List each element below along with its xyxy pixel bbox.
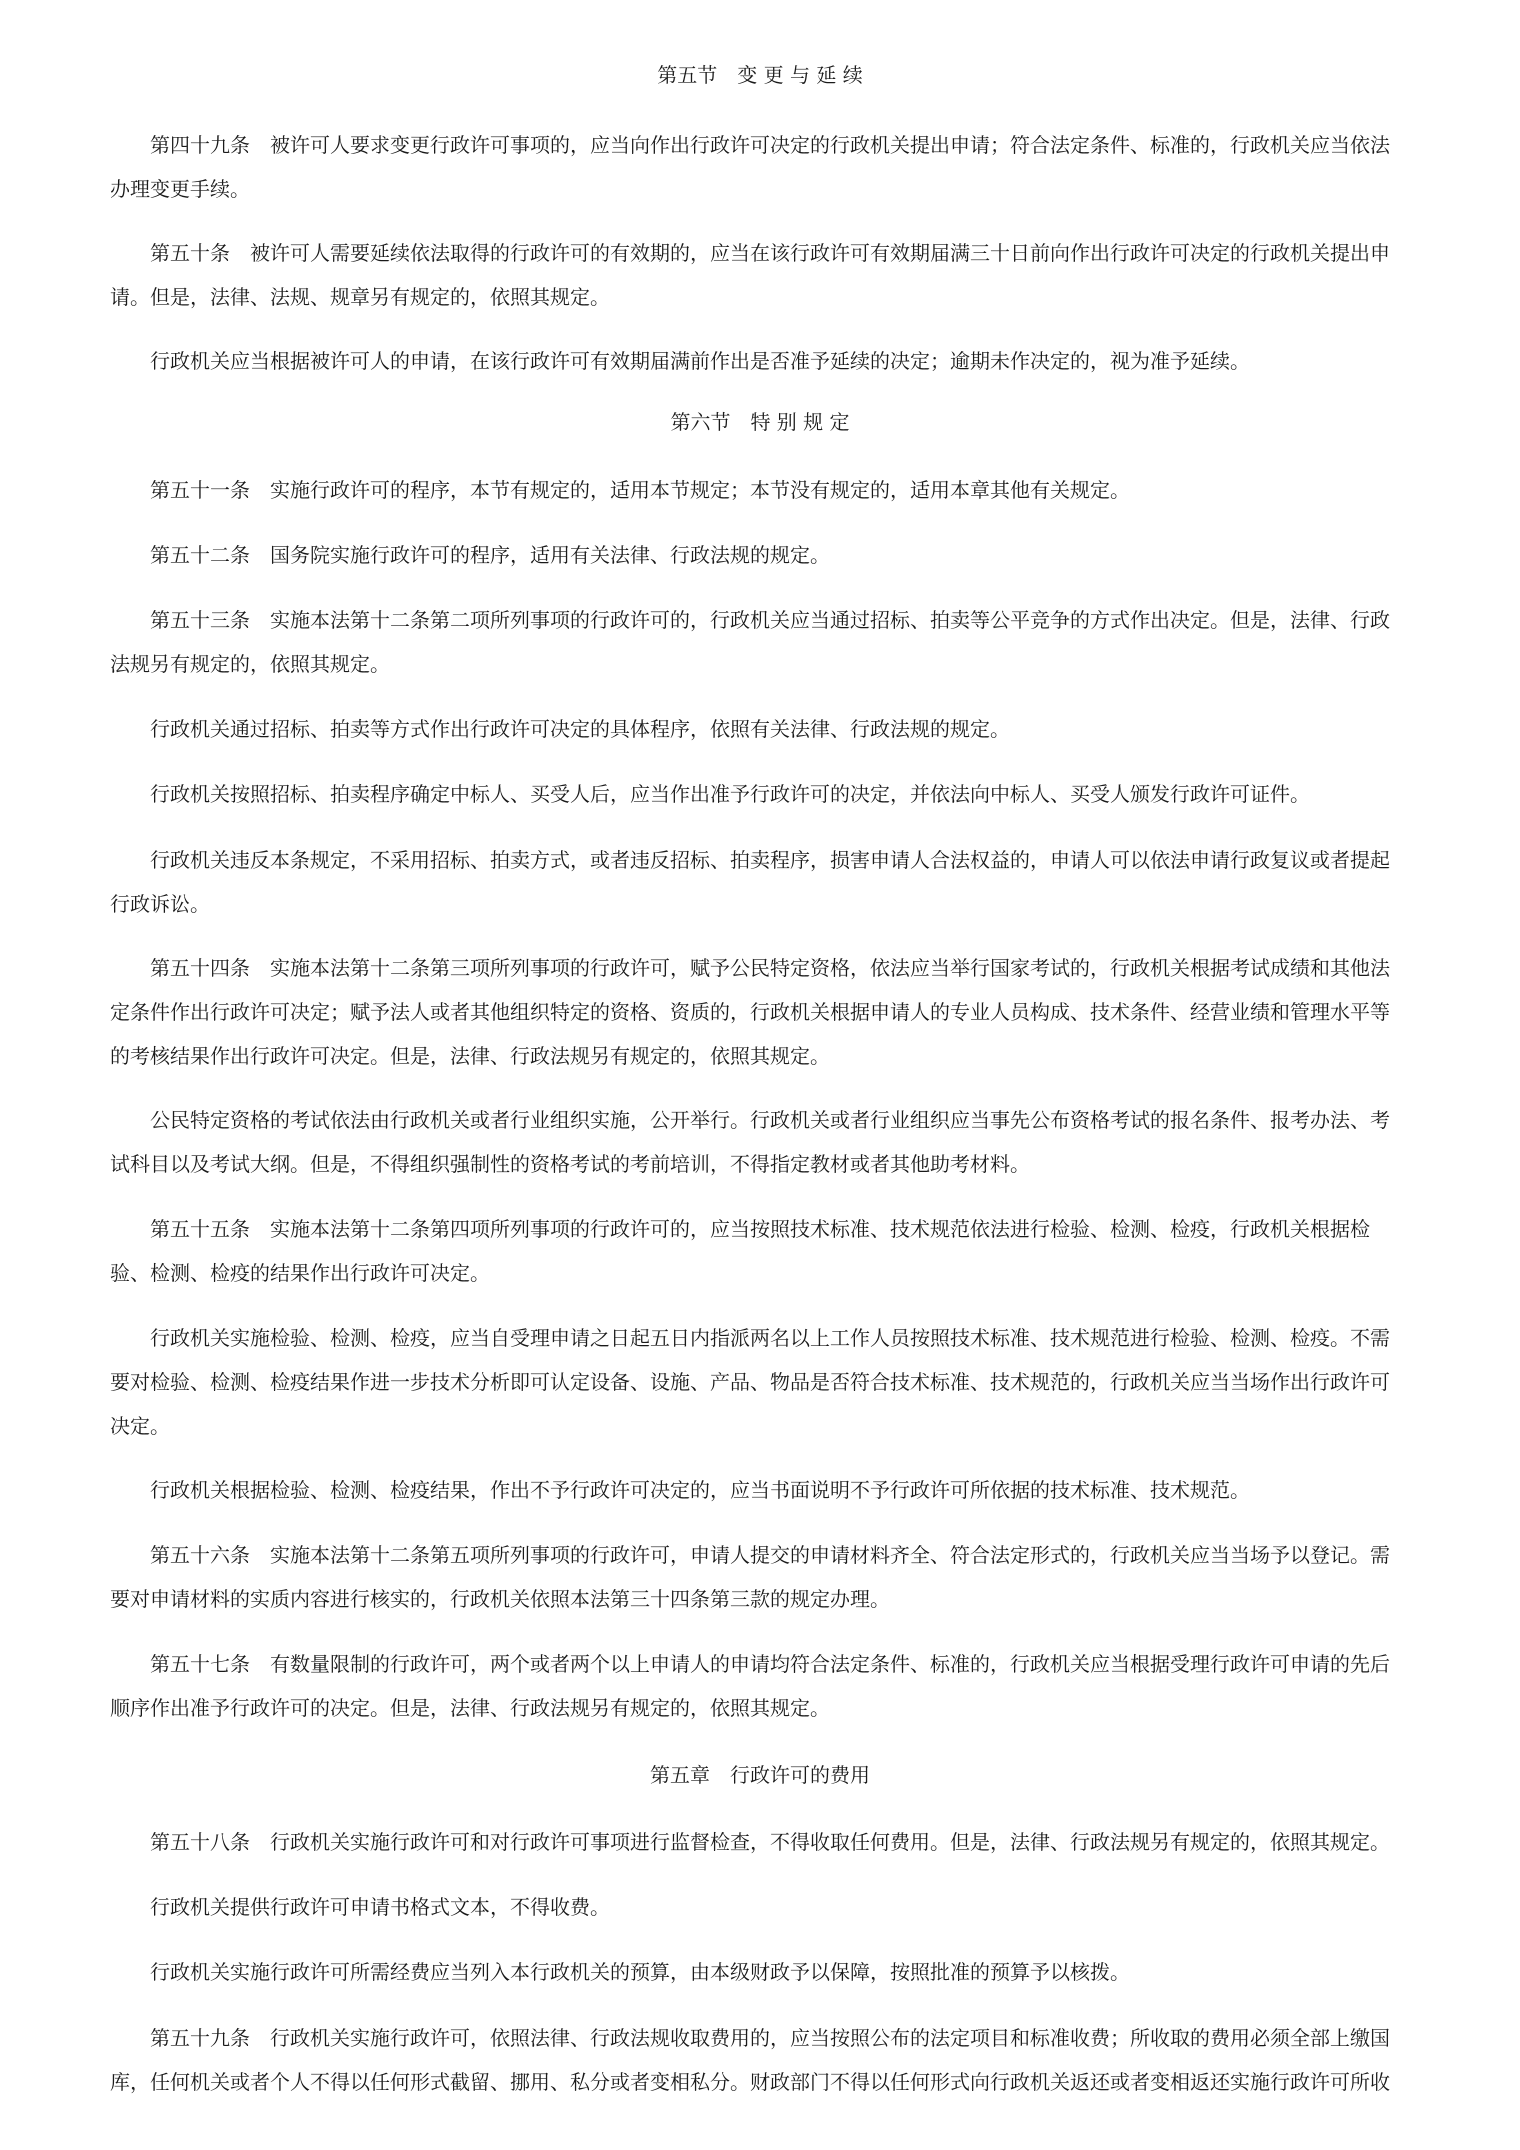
text-line: 第四十九条 被许可人要求变更行政许可事项的，应当向作出行政许可决定的行政机关提出申请；符合法定条件、标准的，行政机关应当依法 (110, 133, 1390, 157)
article-55-para-3 (110, 1468, 1462, 1512)
text-line: 顺序作出准予行政许可的决定。但是，法律、行政法规另有规定的，依照其规定。 (110, 1696, 830, 1720)
section-heading-6: 第六节 特 别 规 定 (670, 410, 850, 434)
text-line: 办理变更手续。 (110, 177, 250, 201)
article-58-para-3 (110, 1950, 1462, 1994)
article-58-para-2 (110, 1885, 1462, 1929)
text-line: 行政机关实施行政许可所需经费应当列入本行政机关的预算，由本级财政予以保障，按照批准的预算予以核拨。 (110, 1960, 1130, 1984)
text-line: 行政机关提供行政许可申请书格式文本，不得收费。 (110, 1895, 610, 1919)
text-line: 第五十七条 有数量限制的行政许可，两个或者两个以上申请人的申请均符合法定条件、标准的，行政机关应当根据受理行政许可申请的先后 (110, 1652, 1390, 1676)
section-heading-5: 第五节 变 更 与 延 续 (657, 63, 863, 87)
text-line: 第五十五条 实施本法第十二条第四项所列事项的行政许可的，应当按照技术标准、技术规范依法进行检验、检测、检疫，行政机关根据检 (110, 1217, 1370, 1241)
article-55 (110, 1207, 1462, 1295)
text-line: 决定。 (110, 1414, 170, 1438)
article-52 (110, 533, 1462, 577)
text-line: 行政机关按照招标、拍卖程序确定中标人、买受人后，应当作出准予行政许可的决定，并依法向中标人、买受人颁发行政许可证件。 (110, 782, 1310, 806)
article-50 (110, 231, 1462, 319)
text-line: 行政机关实施检验、检测、检疫，应当自受理申请之日起五日内指派两名以上工作人员按照技术标准、技术规范进行检验、检测、检疫。不需 (110, 1326, 1390, 1350)
article-57 (110, 1642, 1462, 1730)
article-53-para-4 (110, 838, 1462, 926)
article-56 (110, 1533, 1462, 1621)
text-line: 第五十条 被许可人需要延续依法取得的行政许可的有效期的，应当在该行政许可有效期届满三十日前向作出行政许可决定的行政机关提出申 (110, 241, 1390, 265)
article-49 (110, 123, 1462, 211)
text-line: 行政机关通过招标、拍卖等方式作出行政许可决定的具体程序，依照有关法律、行政法规的规定。 (110, 717, 1010, 741)
article-53-para-2 (110, 707, 1462, 751)
article-54-para-2 (110, 1098, 1462, 1186)
text-line: 请。但是，法律、法规、规章另有规定的，依照其规定。 (110, 285, 610, 309)
text-line: 公民特定资格的考试依法由行政机关或者行业组织实施，公开举行。行政机关或者行业组织应当事先公布资格考试的报名条件、报考办法、考 (110, 1108, 1390, 1132)
chapter-heading-5: 第五章 行政许可的费用 (650, 1763, 870, 1787)
article-55-para-2 (110, 1316, 1462, 1448)
article-53-para-3 (110, 772, 1462, 816)
text-line: 行政机关应当根据被许可人的申请，在该行政许可有效期届满前作出是否准予延续的决定；逾期未作决定的，视为准予延续。 (110, 349, 1250, 373)
article-53 (110, 598, 1462, 686)
text-line: 要对检验、检测、检疫结果作进一步技术分析即可认定设备、设施、产品、物品是否符合技术标准、技术规范的，行政机关应当当场作出行政许可 (110, 1370, 1390, 1394)
text-line: 第五十一条 实施行政许可的程序，本节有规定的，适用本节规定；本节没有规定的，适用本章其他有关规定。 (110, 478, 1130, 502)
text-line: 定条件作出行政许可决定；赋予法人或者其他组织特定的资格、资质的，行政机关根据申请人的专业人员构成、技术条件、经营业绩和管理水平等 (110, 1000, 1390, 1024)
text-line: 行政机关根据检验、检测、检疫结果，作出不予行政许可决定的，应当书面说明不予行政许可所依据的技术标准、技术规范。 (110, 1478, 1250, 1502)
text-line: 行政机关违反本条规定，不采用招标、拍卖方式，或者违反招标、拍卖程序，损害申请人合法权益的，申请人可以依法申请行政复议或者提起 (110, 848, 1390, 872)
text-line: 行政诉讼。 (110, 892, 210, 916)
text-line: 试科目以及考试大纲。但是，不得组织强制性的资格考试的考前培训，不得指定教材或者其他助考材料。 (110, 1152, 1030, 1176)
text-line: 第五十九条 行政机关实施行政许可，依照法律、行政法规收取费用的，应当按照公布的法定项目和标准收费；所收取的费用必须全部上缴国 (110, 2026, 1390, 2050)
text-line: 第五十四条 实施本法第十二条第三项所列事项的行政许可，赋予公民特定资格，依法应当举行国家考试的，行政机关根据考试成绩和其他法 (110, 956, 1390, 980)
article-58 (110, 1820, 1462, 1864)
text-line: 验、检测、检疫的结果作出行政许可决定。 (110, 1261, 490, 1285)
article-59 (110, 2016, 1462, 2104)
text-line: 第五十三条 实施本法第十二条第二项所列事项的行政许可的，行政机关应当通过招标、拍卖等公平竞争的方式作出决定。但是，法律、行政 (110, 608, 1390, 632)
text-line: 法规另有规定的，依照其规定。 (110, 652, 390, 676)
text-line: 要对申请材料的实质内容进行核实的，行政机关依照本法第三十四条第三款的规定办理。 (110, 1587, 890, 1611)
article-54 (110, 946, 1462, 1078)
text-line: 库，任何机关或者个人不得以任何形式截留、挪用、私分或者变相私分。财政部门不得以任何形式向行政机关返还或者变相返还实施行政许可所收 (110, 2070, 1390, 2094)
text-line: 第五十二条 国务院实施行政许可的程序，适用有关法律、行政法规的规定。 (110, 543, 830, 567)
article-50-para-2 (110, 339, 1462, 383)
text-line: 第五十六条 实施本法第十二条第五项所列事项的行政许可，申请人提交的申请材料齐全、符合法定形式的，行政机关应当当场予以登记。需 (110, 1543, 1390, 1567)
text-line: 的考核结果作出行政许可决定。但是，法律、行政法规另有规定的，依照其规定。 (110, 1044, 830, 1068)
article-51 (110, 468, 1462, 512)
text-line: 第五十八条 行政机关实施行政许可和对行政许可事项进行监督检查，不得收取任何费用。但是，法律、行政法规另有规定的，依照其规定。 (110, 1830, 1390, 1854)
